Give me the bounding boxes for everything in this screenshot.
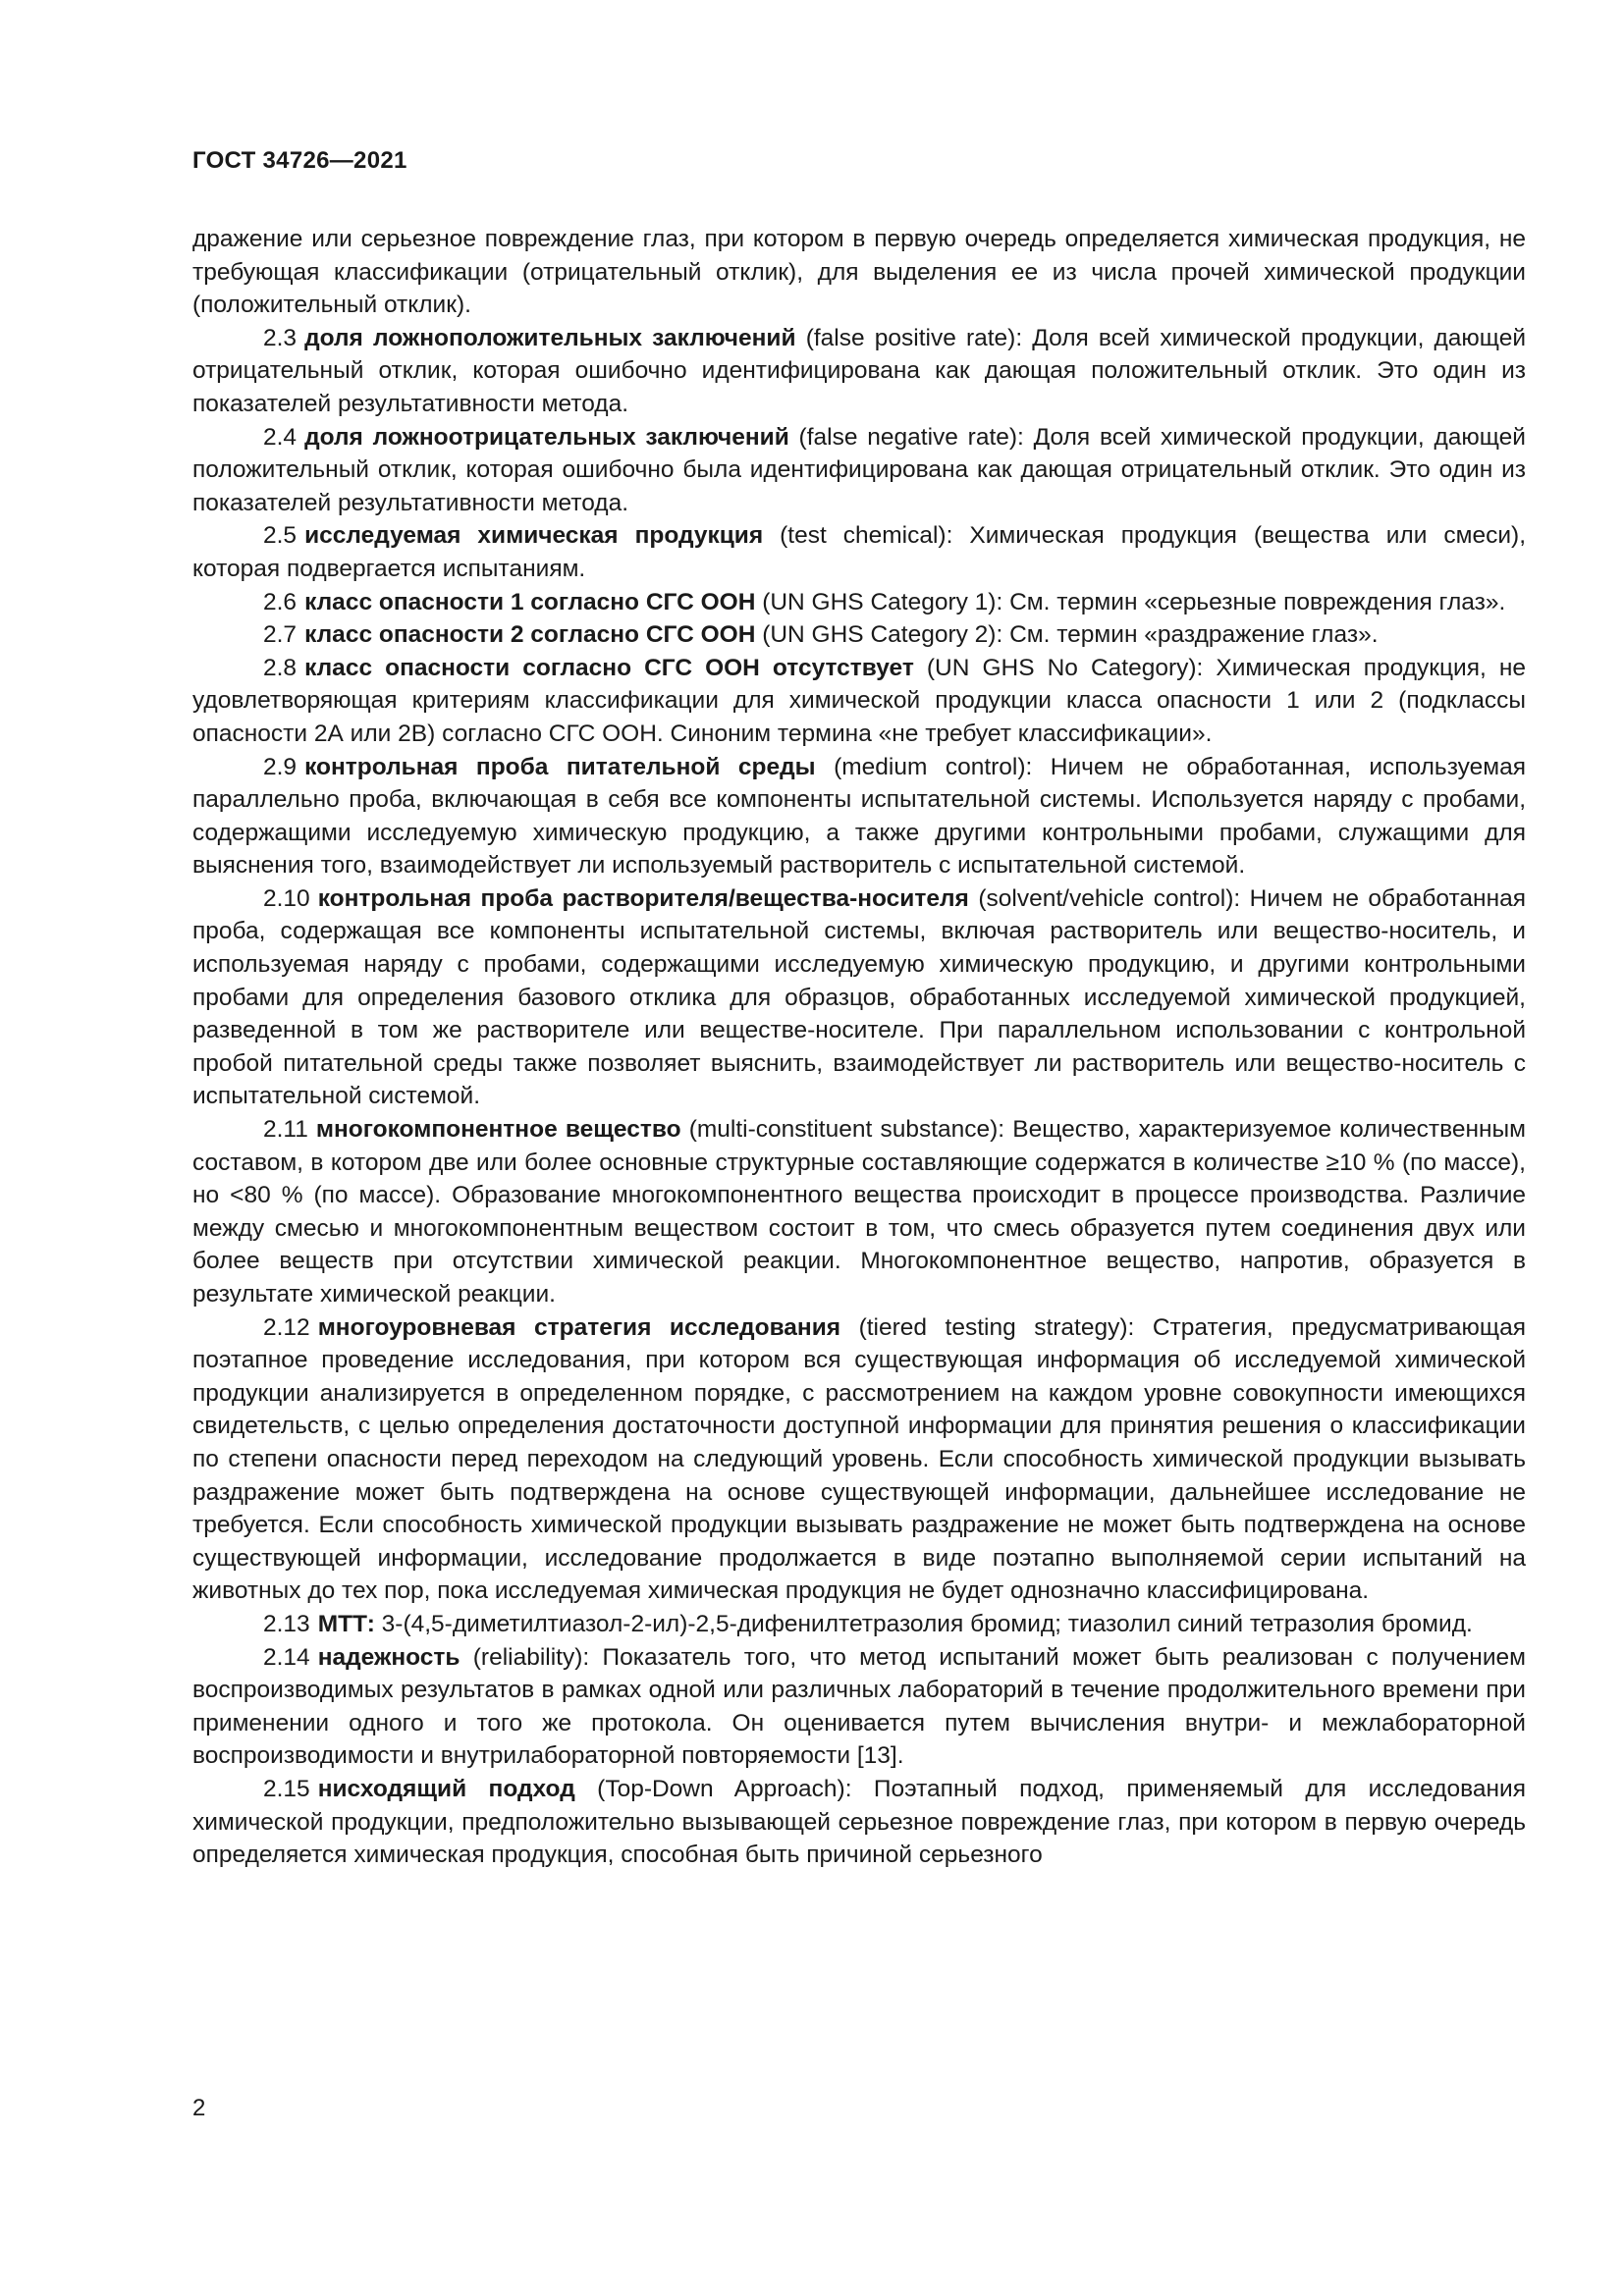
term-definition: (test chemical): Химическая продукция (вещества или смеси), которая подвергается испытаниям. [192, 522, 1527, 582]
term-entry-2-11 [192, 1113, 1526, 1311]
term-entry-2-4 [192, 421, 1526, 520]
term-definition: (UN GHS Category 1): См. термин «серьезные повреждения глаз». [755, 588, 1506, 615]
term-definition: (solvent/vehicle control): Ничем не обработанная проба, содержащая все компоненты испытательной системы, включая растворитель или вещество-носитель, и используемая наряду с пробами, содержащими исследуемую химическую продукцию, и другими контрольными пробами для определения базового отклика для образцов, обработанных исследуемой химической продукцией, разведенной в том же растворителе или веществе-носителе. При параллельном использовании с контрольной пробой питательной среды также позволяет выяснить, взаимодействует ли растворитель или вещество-носитель с испытательной системой. [192, 884, 1526, 1110]
term-entry-2-6 [192, 586, 1526, 619]
term-name: многокомпонентное вещество [315, 1116, 681, 1144]
entry-number: 2.6 [263, 588, 298, 615]
entry-number: 2.4 [263, 423, 298, 451]
term-definition: (medium control): Ничем не обработанная, используемая параллельно проба, включающая в себя все компоненты испытательной системы. Используется наряду с пробами, содержащими исследуемую химическую продукцию, а также другими контрольными пробами, служащими для выяснения того, взаимодействует ли используемый растворитель с испытательной системой. [192, 753, 1526, 880]
term-definition: (Top-Down Approach): Поэтапный подход, применяемый для исследования химической продукции, предположительно вызывающей серьезное повреждение глаз, при котором в первую очередь определяется химическая продукция, способная быть причиной серьезного [192, 1775, 1526, 1869]
entry-number: 2.5 [263, 522, 298, 550]
term-definition: (UN GHS No Category): Химическая продукция, не удовлетворяющая критериям классификации для химической продукции класса опасности 1 или 2 (подклассы опасности 2А или 2В) согласно СГС ООН. Синоним термина «не требует классификации». [192, 654, 1526, 747]
entry-number: 2.11 [263, 1116, 308, 1144]
term-name: доля ложноотрицательных заключений [304, 423, 789, 451]
term-entry-2-15 [192, 1773, 1526, 1872]
term-name: контрольная проба растворителя/вещества-носителя [317, 884, 969, 912]
term-entry-2-8 [192, 652, 1526, 751]
entry-number: 2.13 [263, 1610, 310, 1637]
entry-number: 2.10 [263, 884, 310, 912]
term-entry-2-3 [192, 322, 1526, 421]
term-name: класс опасности 1 согласно СГС ООН [304, 588, 756, 615]
term-name: МТТ: [317, 1610, 375, 1637]
term-definition: 3-(4,5-диметилтиазол-2-ил)-2,5-дифенилтетразолия бромид; тиазолил синий тетразолия бромид. [374, 1610, 1473, 1637]
term-definition: (false negative rate): Доля всей химической продукции, дающей положительный отклик, которая ошибочно была идентифицирована как дающая отрицательный отклик. Это один из показателей результативности метода. [192, 423, 1526, 516]
term-name: надежность [317, 1643, 460, 1671]
entry-number: 2.15 [263, 1775, 310, 1802]
entry-number: 2.14 [263, 1643, 310, 1671]
entry-number: 2.12 [263, 1313, 310, 1341]
term-name: контрольная проба питательной среды [304, 753, 816, 780]
term-entry-2-9 [192, 751, 1526, 882]
term-entry-2-14 [192, 1641, 1526, 1773]
entry-number: 2.3 [263, 324, 298, 351]
entry-number: 2.9 [263, 753, 298, 780]
term-definition: (false positive rate): Доля всей химической продукции, дающей отрицательный отклик, которая ошибочно идентифицирована как дающая положительный отклик. Это один из показателей результативности метода. [192, 324, 1527, 417]
term-definition: (UN GHS Category 2): См. термин «раздражение глаз». [755, 621, 1379, 649]
document-header: ГОСТ 34726—2021 [192, 147, 407, 174]
term-entry-2-5 [192, 519, 1526, 585]
term-name: класс опасности 2 согласно СГС ООН [304, 621, 756, 649]
term-name: многоуровневая стратегия исследования [317, 1313, 841, 1341]
page-number: 2 [192, 2095, 206, 2121]
term-name: нисходящий подход [317, 1775, 575, 1802]
document-body [192, 223, 1526, 1872]
entry-number: 2.8 [263, 654, 298, 681]
term-entry-2-12 [192, 1311, 1526, 1608]
term-name: класс опасности согласно СГС ООН отсутствует [304, 654, 914, 681]
term-entry-2-10 [192, 882, 1526, 1113]
term-entry-2-7 [192, 618, 1526, 652]
intro-paragraph: дражение или серьезное повреждение глаз, при котором в первую очередь определяется химическая продукция, не требующая классификации (отрицательный отклик), для выделения ее из числа прочей химической продукции (положительный отклик). [192, 226, 1526, 319]
term-name: доля ложноположительных заключений [304, 324, 796, 351]
term-definition: (multi-constituent substance): Вещество, характеризуемое количественным составом, в котором две или более основные структурные составляющие содержатся в количестве ≥10 % (по массе), но <80 % (по массе). Образование многокомпонентного вещества происходит в процессе производства. Различие между смесью и многокомпонентным веществом состоит в том, что смесь образуется путем соединения двух или более веществ при отсутствии химической реакции. Многокомпонентное вещество, напротив, образуется в результате химической реакции. [192, 1116, 1526, 1308]
term-definition: (reliability): Показатель того, что метод испытаний может быть реализован с получением воспроизводимых результатов в рамках одной или различных лабораторий в течение продолжительного времени при применении одного и того же протокола. Он оценивается путем вычисления внутри- и межлабораторной воспроизводимости и внутрилабораторной повторяемости [13]. [192, 1643, 1526, 1770]
entry-number: 2.7 [263, 621, 298, 649]
term-definition: (tiered testing strategy): Стратегия, предусматривающая поэтапное проведение исследования, при котором вся существующая информация об исследуемой химической продукции анализируется в определенном порядке, с рассмотрением на каждом уровне совокупности имеющихся свидетельств, с целью определения достаточности доступной информации для принятия решения о классификации по степени опасности перед переходом на следующий уровень. Если способность химической продукции вызывать раздражение может быть подтверждена на основе существующей информации, дальнейшее исследование не требуется. Если способность химической продукции вызывать раздражение не может быть подтверждена на основе существующей информации, исследование продолжается в виде поэтапно выполняемой серии испытаний на животных до тех пор, пока исследуемая химическая продукция не будет однозначно классифицирована. [192, 1313, 1526, 1605]
term-name: исследуемая химическая продукция [304, 522, 764, 550]
term-entry-2-13 [192, 1608, 1526, 1641]
